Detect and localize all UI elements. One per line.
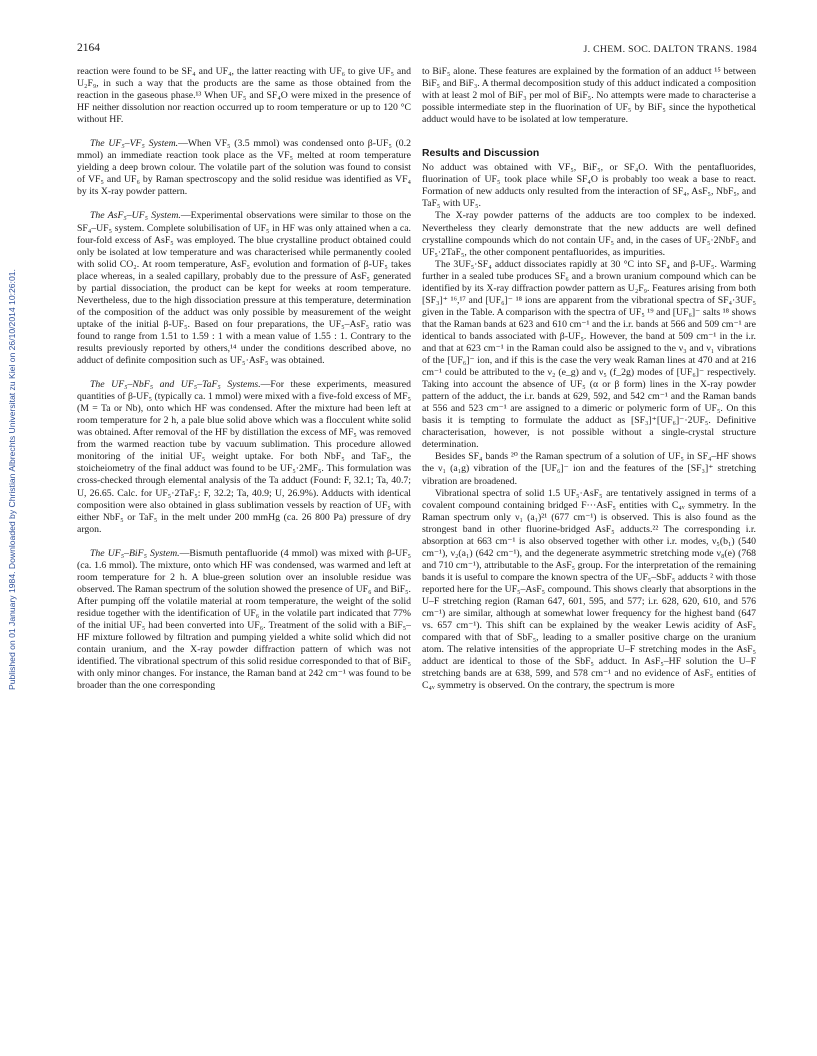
section-title: The UF₅–NbF₅ and UF₅–TaF₅ Systems. bbox=[90, 379, 261, 391]
section-vf5 bbox=[77, 138, 411, 198]
right-column bbox=[422, 66, 756, 1046]
paragraph: reaction were found to be SF₄ and UF₄, the latter reacting with UF₆ to give UF₅ and U₂F₉, in such a way that the products are the same as those obtained from the reaction in the gaseous phase.¹³ When UF₅ and SF₄O were mixed in the presence of HF neither dissolution nor reaction occurred up to room temperature or up to 120 °C without HF. bbox=[77, 66, 411, 126]
paragraph: No adduct was obtained with VF₅, BiF₅, or SF₄O. With the pentafluorides, fluorination of UF₅ took place while SF₄O is probably too weak a base to react. Formation of new adducts only resulted from the interaction of SF₄, AsF₅, NbF₅, and TaF₅ with UF₅. bbox=[422, 162, 756, 210]
paragraph: The X-ray powder patterns of the adducts are too complex to be indexed. Nevertheless they clearly demonstrate that the new adducts are well defined crystalline compounds which do not contain UF₅ and, in the cases of UF₅·2NbF₅ and UF₅·2TaF₅, the other component pentafluorides, as impurities. bbox=[422, 210, 756, 258]
paragraph: to BiF₅ alone. These features are explained by the formation of an adduct ¹⁵ between BiF₅ and BiF₃. A thermal decomposition study of this adduct indicated a composition with at least 2 mol of BiF₃ per mol of BiF₅. No attempts were made to characterise a possible intermediate step in the fluorination of UF₅ by BiF₅ since the hypothetical adduct would have to be isolated at low temperature. bbox=[422, 66, 756, 126]
section-bif5 bbox=[77, 548, 411, 693]
section-heading: Results and Discussion bbox=[422, 148, 540, 160]
page-number: 2164 bbox=[77, 42, 100, 54]
section-title: The UF₅–BiF₅ System. bbox=[90, 547, 180, 559]
left-column bbox=[77, 66, 411, 1046]
paragraph: The 3UF₅·SF₄ adduct dissociates rapidly at 30 °C into SF₄ and β-UF₅. Warming further in a sealed tube produces SF₆ and a brown uranium compound which can be identified by its X-ray diffraction powder pattern as U₂F₉. Features arising from both [SF₃]⁺ ¹⁶,¹⁷ and [UF₆]⁻ ¹⁸ ions are apparent from the vibrational spectra of SF₄·3UF₅ given in the Table. A comparison with the spectra of UF₅ ¹⁹ and [UF₆]⁻ salts ¹⁸ shows that the Raman bands at 623 and 610 cm⁻¹ and the i.r. bands at 566 and 509 cm⁻¹ are identical to bands associated with β-UF₅. However, the band at 509 cm⁻¹ in the i.r. and that at 623 cm⁻¹ in the Raman could also be assigned to the ν₃ and ν₁ vibrations of the [UF₆]⁻ ion, and if this is the case the very weak Raman lines at 470 and at 216 cm⁻¹ could be attributed to the ν₂ (e_g) and ν₅ (f_2g) modes of [UF₆]⁻ respectively. Taking into account the absence of UF₅ (α or β form) lines in the X-ray powder pattern of the adduct, the i.r. bands at 629, 592, and 542 cm⁻¹ and the Raman bands at 556 and 523 cm⁻¹ are assigned to a dimeric or polymeric form of UF₅. On this basis it is tempting to formulate the adduct as [SF₃]⁺[UF₆]⁻·2UF₅. Definitive characterisation, however, is not possible without a single-crystal structure determination. bbox=[422, 258, 756, 451]
section-title: The UF₅–VF₅ System. bbox=[90, 138, 179, 150]
paragraph: Besides SF₄ bands ²⁰ the Raman spectrum of a solution of UF₅ in SF₄–HF shows the ν₁ (a₁g) vibration of the [UF₆]⁻ ion and the features of the [SF₃]⁺ stretching vibration are broadened. bbox=[422, 451, 756, 487]
section-asf5 bbox=[77, 210, 411, 367]
journal-header: J. CHEM. SOC. DALTON TRANS. 1984 bbox=[583, 44, 757, 55]
section-body: —Experimental observations were similar to those on the SF₄–UF₅ system. Complete solubilisation of UF₅ in HF was only attained when a ca. four-fold excess of AsF₅ was employed. The blue crystalline product obtained could only be isolated at low temperature and was characterised while permanently cooled with solid CO₂. At room temperature, AsF₅ evolution and formation of β-UF₅ takes place whereas, in a sealed capillary, probably due to the pressure of AsF₅ generated by partial dissociation, the product can be kept for weeks at room temperature. Nevertheless, due to the high dissociation pressure at this temperature, determination of the composition of the adduct was only possible by measurement of the weight uptake of the initial β-UF₅. Based on four preparations, the UF₅–AsF₅ ratio was found to range from 1.51 to 1.59 : 1 with a mean value of 1.55 : 1. Contrary to the results previously reported by others,¹⁴ under the conditions described above, no adduct of definite composition such as UF₅·AsF₅ was obtained. bbox=[77, 210, 411, 367]
paragraph: Vibrational spectra of solid 1.5 UF₅·AsF₅ are tentatively assigned in terms of a covalent compound containing bridged F···AsF₅ entities with C₄ᵥ symmetry. In the Raman spectrum only ν₁ (a₁)²¹ (677 cm⁻¹) is observed. This is also found as the strongest band in other fluorine-bridged AsF₅ adducts.²² The corresponding i.r. absorption at 663 cm⁻¹ is also observed together with other i.r. modes, ν₅(b₁) (540 cm⁻¹), ν₂(a₁) (642 cm⁻¹), and the degenerate asymmetric stretching mode ν₈(e) (768 and 710 cm⁻¹), attributable to the AsF₅ group. For the interpretation of the remaining bands it is useful to compare the known spectra of the UF₅–SbF₅ adducts ² with those reported here for the UF₅–AsF₅ compound. This shows clearly that absorptions in the U–F stretching region (Raman 647, 601, 595, and 577; i.r. 628, 620, 610, and 576 cm⁻¹) are similar, although at somewhat lower frequency for the highest band (647 vs. 657 cm⁻¹). This shift can be explained by the weaker Lewis acidity of AsF₅ compared with that of SbF₅, leading to a smaller positive charge on the uranium atom. The relative intensities of the appropriate U–F stretching modes in the AsF₅ adduct are identical to those of the SbF₅ adduct. In AsF₅–HF solution the U–F stretching bands are at 638, 599, and 578 cm⁻¹ and no evidence of AsF₅ entities of C₄ᵥ symmetry is observed. On the contrary, the spectrum is more bbox=[422, 487, 756, 692]
section-nbf5-taf5 bbox=[77, 379, 411, 536]
section-body: —For these experiments, measured quantities of β-UF₅ (typically ca. 1 mmol) were mixed with a five-fold excess of MF₅ (M = Ta or Nb), onto which HF was condensed. After the mixture had been left at room temperature for 2 h, a pale blue solid above which was a flocculent white solid was obtained. After removal of the HF by distillation the excess of MF₅ was removed from the warmed reaction tube by vacuum sublimation. This procedure allowed monitoring of the initial UF₅ weight uptake. For both NbF₅ and TaF₅, the stoicheiometry of the final adduct was found to be UF₅·2MF₅. This formulation was cross-checked through elemental analysis of the Ta adduct (Found: F, 32.1; Ta, 40.7; U, 26.65. Calc. for UF₅·2TaF₅: F, 32.2; Ta, 40.9; U, 26.9%). Adducts with identical composition were also obtained in glass sublimation vessels by reaction of UF₅ with either NbF₅ or TaF₅ in the melt under 200 mmHg (ca. 26 800 Pa) pressure of dry argon. bbox=[77, 379, 411, 535]
section-title: The AsF₅–UF₅ System. bbox=[90, 210, 181, 222]
publication-watermark: Published on 01 January 1984. Downloaded by Christian Albrechts Universitat zu Kiel on 26/10/2014 10:26:01. bbox=[7, 269, 17, 691]
section-body: —Bismuth pentafluoride (4 mmol) was mixed with β-UF₅ (ca. 1.6 mmol). The mixture, onto which HF was condensed, was warmed and left at room temperature for 2 h. A blue-green solution over an insoluble residue was observed. The Raman spectrum of the solution showed the presence of UF₆ and BiF₅. After pumping off the volatile material at room temperature, the weight of the solid residue together with the identification of UF₆ in the volatile part indicated that 77% of the initial UF₅ had been converted into UF₆. Treatment of the solid with a BiF₅–HF mixture followed by filtration and pumping yielded a white solid which did not contain uranium, and the X-ray powder diffraction pattern of which was not identified. The vibrational spectrum of this solid residue corresponded to that of BiF₅ with only minor changes. For instance, the Raman band at 242 cm⁻¹ was found to be broader than the one corresponding bbox=[77, 547, 411, 692]
section-body: —When VF₅ (3.5 mmol) was condensed onto β-UF₅ (0.2 mmol) an immediate reaction took place as the VF₅ melted at room temperature yielding a deep brown colour. The volatile part of the solution was found to consist of VF₅ and UF₆ by Raman spectroscopy and the solid residue was identified as VF₄ by its X-ray powder pattern. bbox=[77, 138, 411, 198]
